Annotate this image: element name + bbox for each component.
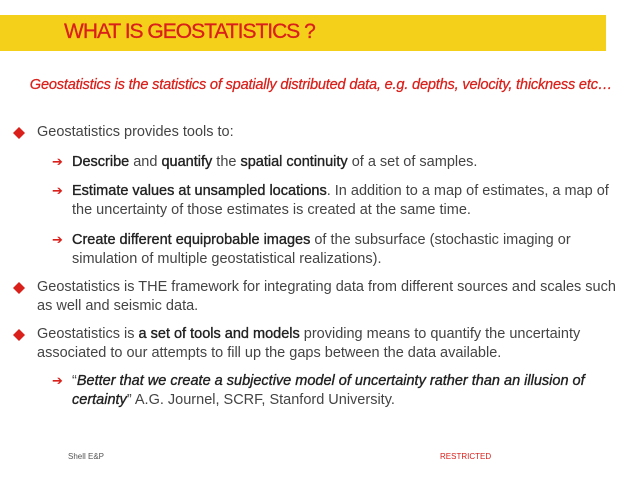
arrow-bullet-icon: ➔ <box>52 374 63 389</box>
sub-describe: Describe and quantify the spatial continuity of a set of samples. <box>72 154 478 170</box>
footer-classification: RESTRICTED <box>440 452 492 461</box>
sub-quote: “Better that we create a subjective model of uncertainty rather than an illusion of certainty” A.G. Journel, SCRF, Stanford University. <box>72 373 585 408</box>
subtitle: Geostatistics is the statistics of spatially distributed data, e.g. depths, velocity, thickness etc… <box>29 77 613 93</box>
sub-create: Create different equiprobable images of the subsurface (stochastic imaging or simulation of multiple geostatistical realizations). <box>72 232 571 267</box>
quote-attribution: A.G. Journel, SCRF, Stanford University. <box>131 392 395 408</box>
highlight-estimate: Estimate values at unsampled locations <box>72 183 327 199</box>
highlight-describe: Describe <box>72 154 130 170</box>
bullet-framework: Geostatistics is THE framework for integrating data from different sources and scales such as well and seismic data. <box>37 279 616 314</box>
diamond-bullet-icon <box>13 329 25 341</box>
bullet-tools: Geostatistics provides tools to: <box>37 124 234 140</box>
footer-company: Shell E&P <box>68 452 105 461</box>
sub-estimate: Estimate values at unsampled locations. In addition to a map of estimates, a map of the uncertainty of those estimates is created at the same time. <box>72 183 609 218</box>
highlight-tools-models: a set of tools and models <box>138 326 300 342</box>
highlight-create: Create different equiprobable images <box>72 232 311 248</box>
quote-text: Better that we create a subjective model of uncertainty rather than an illusion of certainty <box>72 373 585 408</box>
page-title: WHAT IS GEOSTATISTICS ? <box>64 20 315 43</box>
bullet-tools-models: Geostatistics is a set of tools and models providing means to quantify the uncertainty associated to our attempts to fill up the gaps between the data available. <box>37 326 581 361</box>
arrow-bullet-icon: ➔ <box>52 233 63 248</box>
diamond-bullet-icon <box>13 282 25 294</box>
highlight-quantify: quantify <box>161 154 213 170</box>
diamond-bullet-icon <box>13 127 25 139</box>
arrow-bullet-icon: ➔ <box>52 155 63 170</box>
arrow-bullet-icon: ➔ <box>52 184 63 199</box>
highlight-spatial-continuity: spatial continuity <box>240 154 348 170</box>
